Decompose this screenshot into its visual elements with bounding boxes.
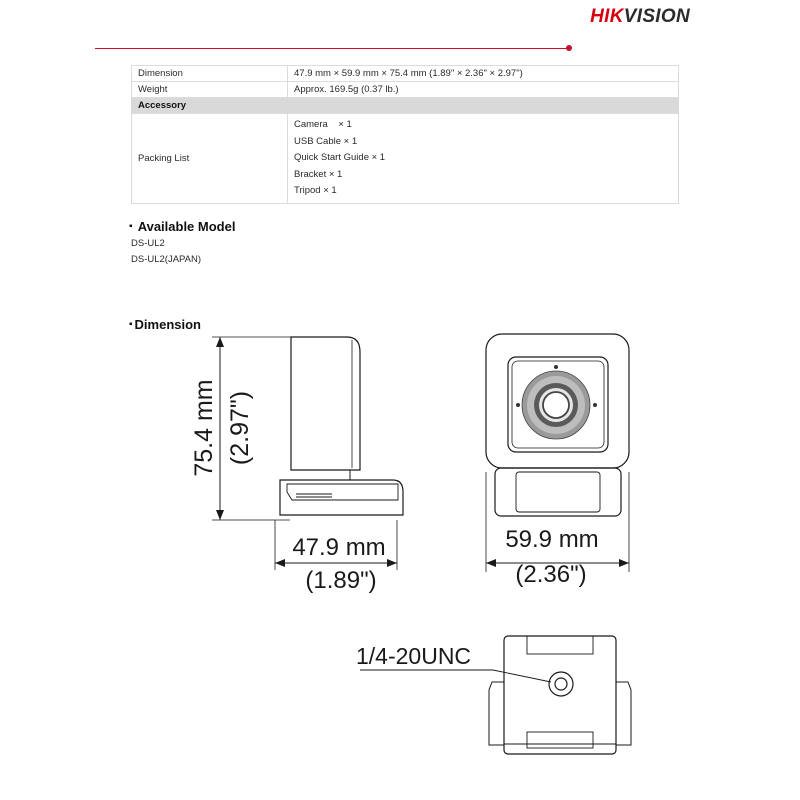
weight-value: Approx. 169.5g (0.37 lb.)	[288, 82, 679, 98]
bullet-icon: ▪	[129, 221, 133, 232]
width-in-label: (2.36")	[515, 561, 587, 588]
accessory-section-title: Accessory	[132, 98, 679, 114]
bullet-icon: ▪	[129, 319, 133, 330]
mic-hole-icon	[554, 365, 558, 369]
weight-label: Weight	[132, 82, 288, 98]
indicator-right-icon	[593, 403, 597, 407]
list-item: Tripod × 1	[294, 185, 337, 197]
depth-in-label: (1.89")	[305, 567, 377, 594]
dimension-value: 47.9 mm × 59.9 mm × 75.4 mm (1.89" × 2.36" × 2.97")	[288, 66, 679, 82]
width-mm-label: 59.9 mm	[505, 526, 599, 553]
available-model-heading: ▪ Available Model	[129, 219, 236, 234]
model-item: DS-UL2	[131, 238, 165, 249]
packing-list-label: Packing List	[132, 114, 288, 204]
dimension-label: Dimension	[132, 66, 288, 82]
height-mm-label: 75.4 mm	[190, 379, 218, 477]
tripod-mount-icon	[549, 672, 573, 696]
list-item: Quick Start Guide × 1	[294, 152, 386, 164]
brand-logo: HIKVISION	[590, 6, 690, 27]
model-item: DS-UL2(JAPAN)	[131, 254, 202, 265]
list-item: USB Cable × 1	[294, 135, 358, 147]
depth-mm-label: 47.9 mm	[292, 534, 386, 561]
mount-label: 1/4-20UNC	[356, 643, 472, 669]
height-in-label: (2.97")	[226, 390, 254, 466]
indicator-left-icon	[516, 403, 520, 407]
list-item: Camera × 1	[294, 119, 352, 130]
dimension-heading: ▪ Dimension	[129, 317, 202, 332]
list-item: Bracket × 1	[294, 168, 343, 180]
lens-icon	[522, 371, 590, 439]
